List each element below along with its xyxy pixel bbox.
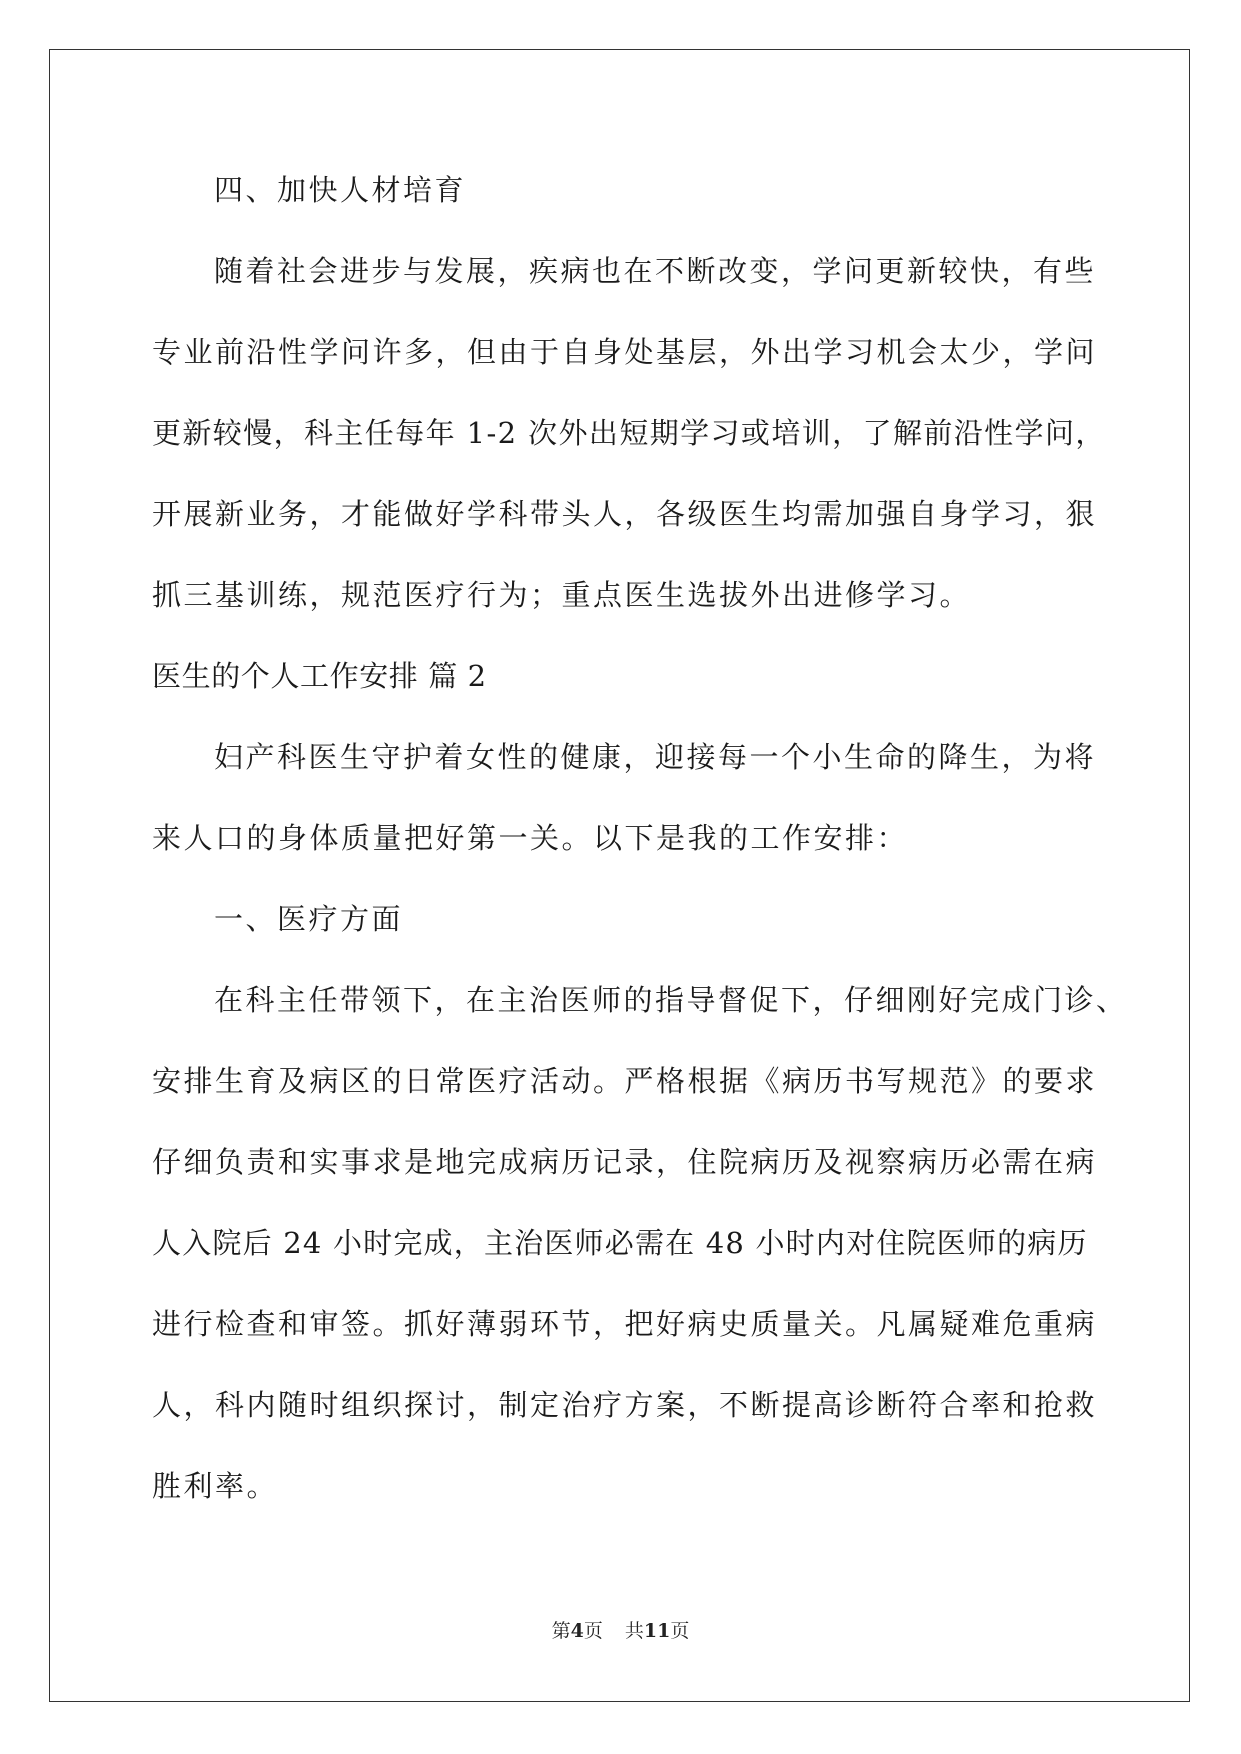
paragraph-line: 在科主任带领下，在主治医师的指导督促下，仔细刚好完成门诊、 <box>214 983 1128 1017</box>
section-heading-1: 一、医疗方面 <box>214 902 404 936</box>
paragraph-line: 妇产科医生守护着女性的健康，迎接每一个小生命的降生，为将 <box>214 740 1097 774</box>
paragraph-line: 人，科内随时组织探讨，制定治疗方案，不断提高诊断符合率和抢救 <box>152 1388 1098 1422</box>
paragraph-line: 抓三基训练，规范医疗行为；重点医生选拔外出进修学习。 <box>152 578 972 612</box>
paragraph-line: 来人口的身体质量把好第一关。以下是我的工作安排： <box>152 821 909 855</box>
section-heading-4: 四、加快人材培育 <box>214 173 467 207</box>
total-pages: 11 <box>643 1620 671 1642</box>
document-body <box>152 150 1128 1527</box>
paragraph-line: 开展新业务，才能做好学科带头人，各级医生均需加强自身学习，狠 <box>152 497 1098 531</box>
paragraph-line: 专业前沿性学问许多，但由于自身处基层，外出学习机会太少，学问 <box>152 335 1098 369</box>
paragraph-line: 胜利率。 <box>152 1469 279 1503</box>
page-footer <box>0 1616 1241 1643</box>
paragraph-line: 仔细负责和实事求是地完成病历记录，住院病历及视察病历必需在病 <box>152 1145 1098 1179</box>
page-suffix: 页 <box>583 1620 603 1642</box>
paragraph-line: 更新较慢，科主任每年 1-2 次外出短期学习或培训，了解前沿性学问， <box>152 416 1106 450</box>
page-prefix: 第 <box>551 1620 571 1642</box>
paragraph-line: 安排生育及病区的日常医疗活动。严格根据《病历书写规范》的要求 <box>152 1064 1098 1098</box>
paragraph-line: 随着社会进步与发展，疾病也在不断改变，学问更新较快，有些 <box>214 254 1097 288</box>
paragraph-line: 人入院后 24 小时完成，主治医师必需在 48 小时内对住院医师的病历 <box>152 1226 1088 1260</box>
article-section-title: 医生的个人工作安排 篇 2 <box>152 659 487 693</box>
page-number: 4 <box>570 1620 584 1642</box>
total-prefix: 共 <box>624 1620 644 1642</box>
total-suffix: 页 <box>670 1620 690 1642</box>
paragraph-line: 进行检查和审签。抓好薄弱环节，把好病史质量关。凡属疑难危重病 <box>152 1307 1098 1341</box>
